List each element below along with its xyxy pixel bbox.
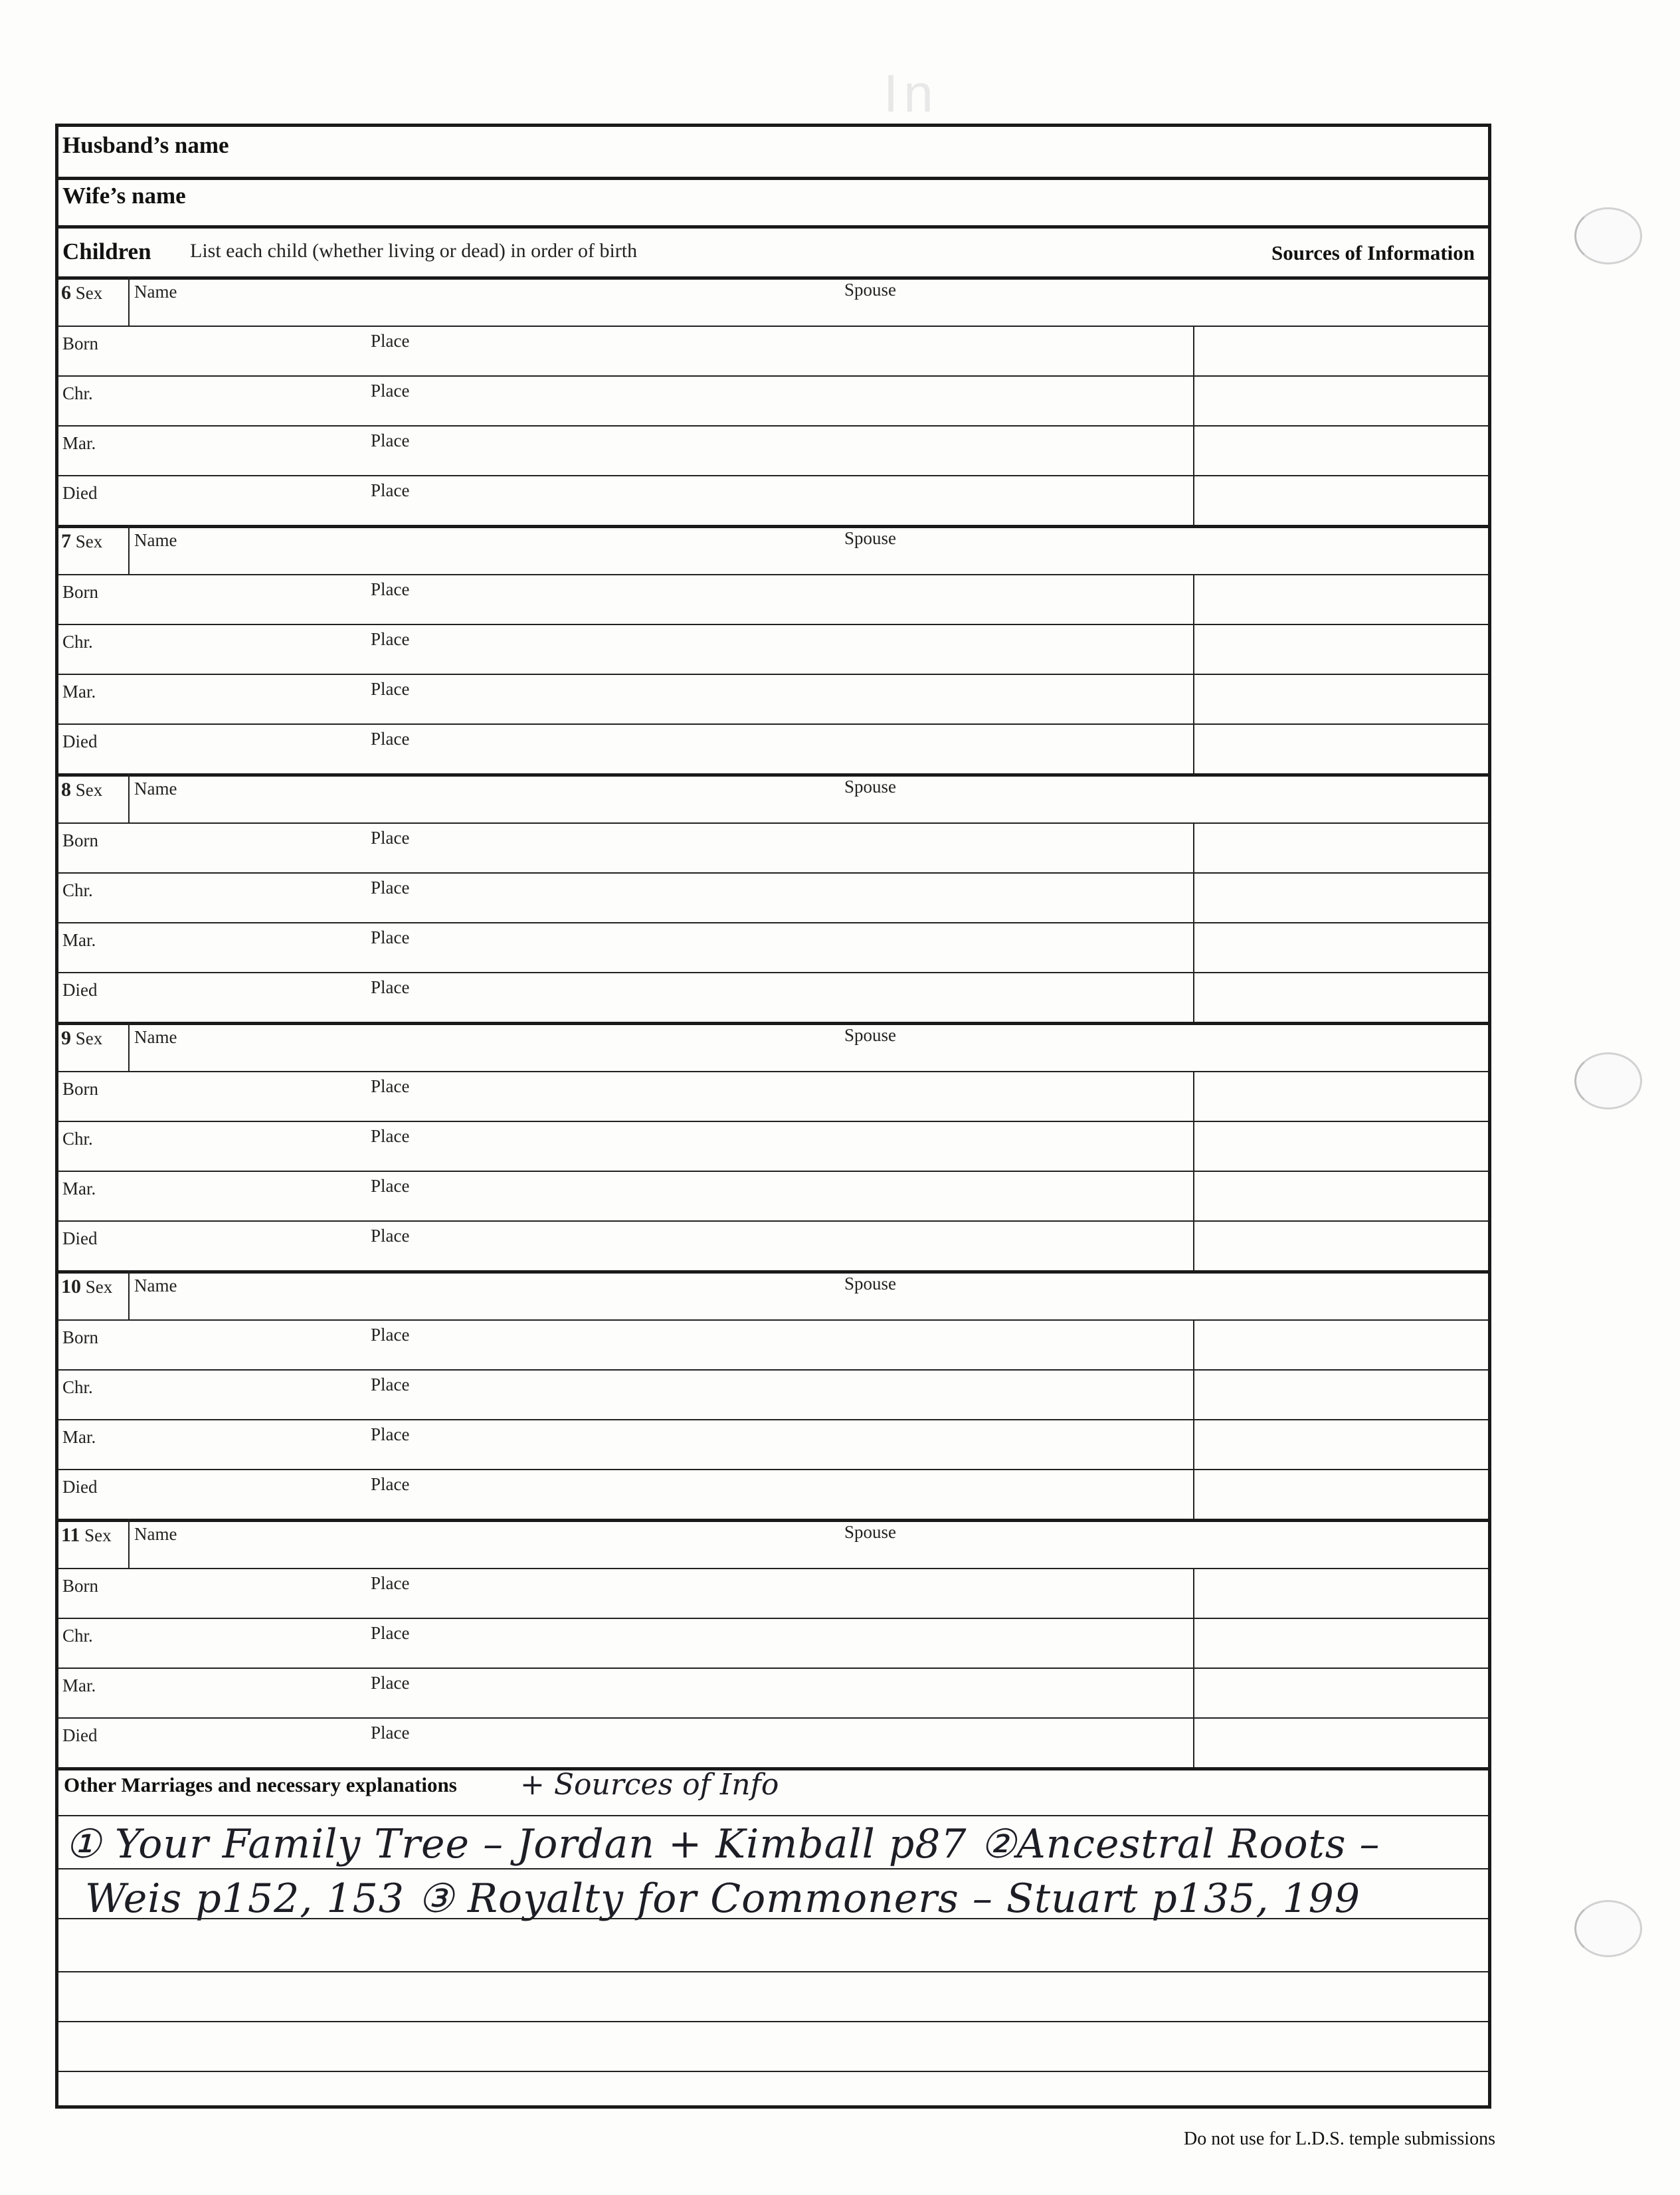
mar-date-field[interactable]: Mar. [62, 930, 96, 950]
divider [58, 425, 1488, 427]
divider [58, 1071, 1488, 1072]
divider [58, 1022, 1488, 1025]
child-spouse-field[interactable]: Spouse [844, 777, 897, 797]
child-number: 7 [61, 530, 71, 552]
child-name-field[interactable]: Name [134, 282, 177, 302]
divider [58, 922, 1488, 923]
mar-place-field[interactable]: Place [371, 927, 410, 947]
divider [58, 1668, 1488, 1669]
died-place-field[interactable]: Place [371, 729, 410, 749]
born-place-field[interactable]: Place [371, 1573, 410, 1593]
divider [58, 624, 1488, 625]
sex-label: Sex [75, 283, 103, 303]
died-place-field[interactable]: Place [371, 1723, 410, 1743]
child-spouse-field[interactable]: Spouse [844, 1274, 897, 1293]
chr-place-field[interactable]: Place [371, 878, 410, 898]
wife-name-label: Wife’s name [62, 183, 186, 209]
divider [58, 574, 1488, 575]
ruled-line [58, 1868, 1488, 1869]
child-number: 11 [61, 1524, 80, 1546]
child-spouse-field[interactable]: Spouse [844, 1522, 897, 1542]
sex-label: Sex [84, 1525, 112, 1545]
sources-column-divider [1193, 1319, 1194, 1519]
divider [58, 375, 1488, 377]
died-place-field[interactable]: Place [371, 977, 410, 997]
died-place-field[interactable]: Place [371, 1474, 410, 1494]
child-number: 8 [61, 779, 71, 801]
chr-place-field[interactable]: Place [371, 1375, 410, 1394]
divider [58, 1369, 1488, 1371]
mar-place-field[interactable]: Place [371, 679, 410, 699]
divider [58, 773, 1488, 777]
sex-name-divider [128, 525, 130, 574]
sources-of-information-label: Sources of Information [1271, 241, 1475, 264]
child-spouse-field[interactable]: Spouse [844, 280, 897, 300]
chr-date-field[interactable]: Chr. [62, 1129, 93, 1149]
born-date-field[interactable]: Born [62, 1576, 98, 1596]
born-date-field[interactable]: Born [62, 1327, 98, 1347]
child-number: 10 [61, 1276, 81, 1297]
divider [58, 1618, 1488, 1619]
chr-place-field[interactable]: Place [371, 1623, 410, 1643]
child-number: 9 [61, 1027, 71, 1049]
mar-date-field[interactable]: Mar. [62, 1179, 96, 1198]
born-place-field[interactable]: Place [371, 579, 410, 599]
mar-date-field[interactable]: Mar. [62, 1675, 96, 1695]
child-number-sex [61, 282, 102, 304]
sex-name-divider [128, 773, 130, 822]
punch-hole-bottom [1574, 1900, 1642, 1957]
sex-label: Sex [85, 1277, 113, 1297]
children-label: Children [62, 239, 151, 264]
ruled-line [58, 1971, 1488, 1972]
ruled-line [58, 2071, 1488, 2072]
sources-column-divider [1193, 574, 1194, 773]
husband-name-label: Husband’s name [62, 132, 229, 158]
footer-note: Do not use for L.D.S. temple submissions [1184, 2129, 1495, 2149]
punch-hole-top [1574, 207, 1642, 264]
died-date-field[interactable]: Died [62, 483, 98, 503]
child-spouse-field[interactable]: Spouse [844, 528, 897, 548]
mar-place-field[interactable]: Place [371, 1424, 410, 1444]
child-number-sex [61, 779, 102, 801]
sex-label: Sex [75, 531, 103, 551]
divider [58, 1568, 1488, 1569]
mar-date-field[interactable]: Mar. [62, 682, 96, 702]
handwritten-line-1: ① Your Family Tree – Jordan + Kimball p87 ②Ancestral Roots – [65, 1821, 1380, 1867]
mar-place-field[interactable]: Place [371, 1673, 410, 1693]
born-date-field[interactable]: Born [62, 830, 98, 850]
child-number-sex [61, 1027, 102, 1050]
mar-place-field[interactable]: Place [371, 430, 410, 450]
mar-place-field[interactable]: Place [371, 1176, 410, 1196]
sources-column-divider [1193, 1568, 1194, 1767]
born-place-field[interactable]: Place [371, 1076, 410, 1096]
child-name-field[interactable]: Name [134, 779, 177, 799]
child-spouse-field[interactable]: Spouse [844, 1025, 897, 1045]
divider [58, 674, 1488, 675]
died-date-field[interactable]: Died [62, 1477, 98, 1497]
sources-column-divider [1193, 1071, 1194, 1270]
born-place-field[interactable]: Place [371, 1325, 410, 1345]
chr-place-field[interactable]: Place [371, 629, 410, 649]
divider [58, 276, 1488, 280]
chr-date-field[interactable]: Chr. [62, 1377, 93, 1397]
ruled-line [58, 1815, 1488, 1816]
divider [58, 1519, 1488, 1522]
sources-column-divider [1193, 326, 1194, 525]
sex-name-divider [128, 1022, 130, 1071]
died-place-field[interactable]: Place [371, 1226, 410, 1246]
died-date-field[interactable]: Died [62, 731, 98, 751]
other-marriages-label: Other Marriages and necessary explanations [64, 1773, 457, 1796]
child-number: 6 [61, 282, 71, 304]
child-name-field[interactable]: Name [134, 1027, 177, 1047]
chr-date-field[interactable]: Chr. [62, 880, 93, 900]
sex-label: Sex [75, 780, 103, 800]
divider [58, 1717, 1488, 1719]
sex-label: Sex [75, 1028, 103, 1048]
sex-name-divider [128, 1270, 130, 1319]
chr-date-field[interactable]: Chr. [62, 1626, 93, 1646]
born-date-field[interactable]: Born [62, 582, 98, 602]
divider [58, 525, 1488, 528]
divider [58, 872, 1488, 874]
born-place-field[interactable]: Place [371, 331, 410, 351]
divider [58, 1270, 1488, 1274]
bleed-through-title: In [884, 64, 939, 123]
born-place-field[interactable]: Place [371, 828, 410, 848]
divider [58, 1469, 1488, 1470]
divider [58, 225, 1488, 229]
child-name-field[interactable]: Name [134, 1524, 177, 1544]
chr-date-field[interactable]: Chr. [62, 383, 93, 403]
divider [58, 177, 1488, 180]
ruled-line [58, 1918, 1488, 1919]
sex-name-divider [128, 1519, 130, 1568]
child-number-sex [61, 1524, 112, 1547]
divider [58, 1220, 1488, 1222]
divider [58, 822, 1488, 824]
sources-column-divider [1193, 822, 1194, 1022]
ruled-line [58, 2021, 1488, 2022]
handwritten-line-2: Weis p152, 153 ③ Royalty for Commoners – Stuart p135, 199 [85, 1875, 1360, 1922]
divider [58, 1419, 1488, 1420]
mar-date-field[interactable]: Mar. [62, 1427, 96, 1447]
family-group-record-form [55, 124, 1491, 2109]
mar-date-field[interactable]: Mar. [62, 433, 96, 453]
divider [58, 475, 1488, 476]
divider [58, 972, 1488, 973]
died-place-field[interactable]: Place [371, 480, 410, 500]
sex-name-divider [128, 276, 130, 326]
divider [58, 1171, 1488, 1172]
children-instructions: List each child (whether living or dead) in order of birth [190, 240, 638, 262]
died-date-field[interactable]: Died [62, 1228, 98, 1248]
died-date-field[interactable]: Died [62, 1725, 98, 1745]
born-date-field[interactable]: Born [62, 1079, 98, 1099]
died-date-field[interactable]: Died [62, 980, 98, 1000]
child-name-field[interactable]: Name [134, 1276, 177, 1295]
punch-hole-middle [1574, 1052, 1642, 1109]
chr-place-field[interactable]: Place [371, 381, 410, 401]
chr-place-field[interactable]: Place [371, 1126, 410, 1146]
child-name-field[interactable]: Name [134, 530, 177, 550]
divider [58, 723, 1488, 725]
divider [58, 1319, 1488, 1321]
handwritten-sources-heading: + Sources of Info [520, 1768, 779, 1802]
born-date-field[interactable]: Born [62, 334, 98, 353]
chr-date-field[interactable]: Chr. [62, 632, 93, 652]
child-number-sex [61, 530, 102, 553]
child-number-sex [61, 1276, 112, 1298]
divider [58, 326, 1488, 327]
divider [58, 1121, 1488, 1122]
